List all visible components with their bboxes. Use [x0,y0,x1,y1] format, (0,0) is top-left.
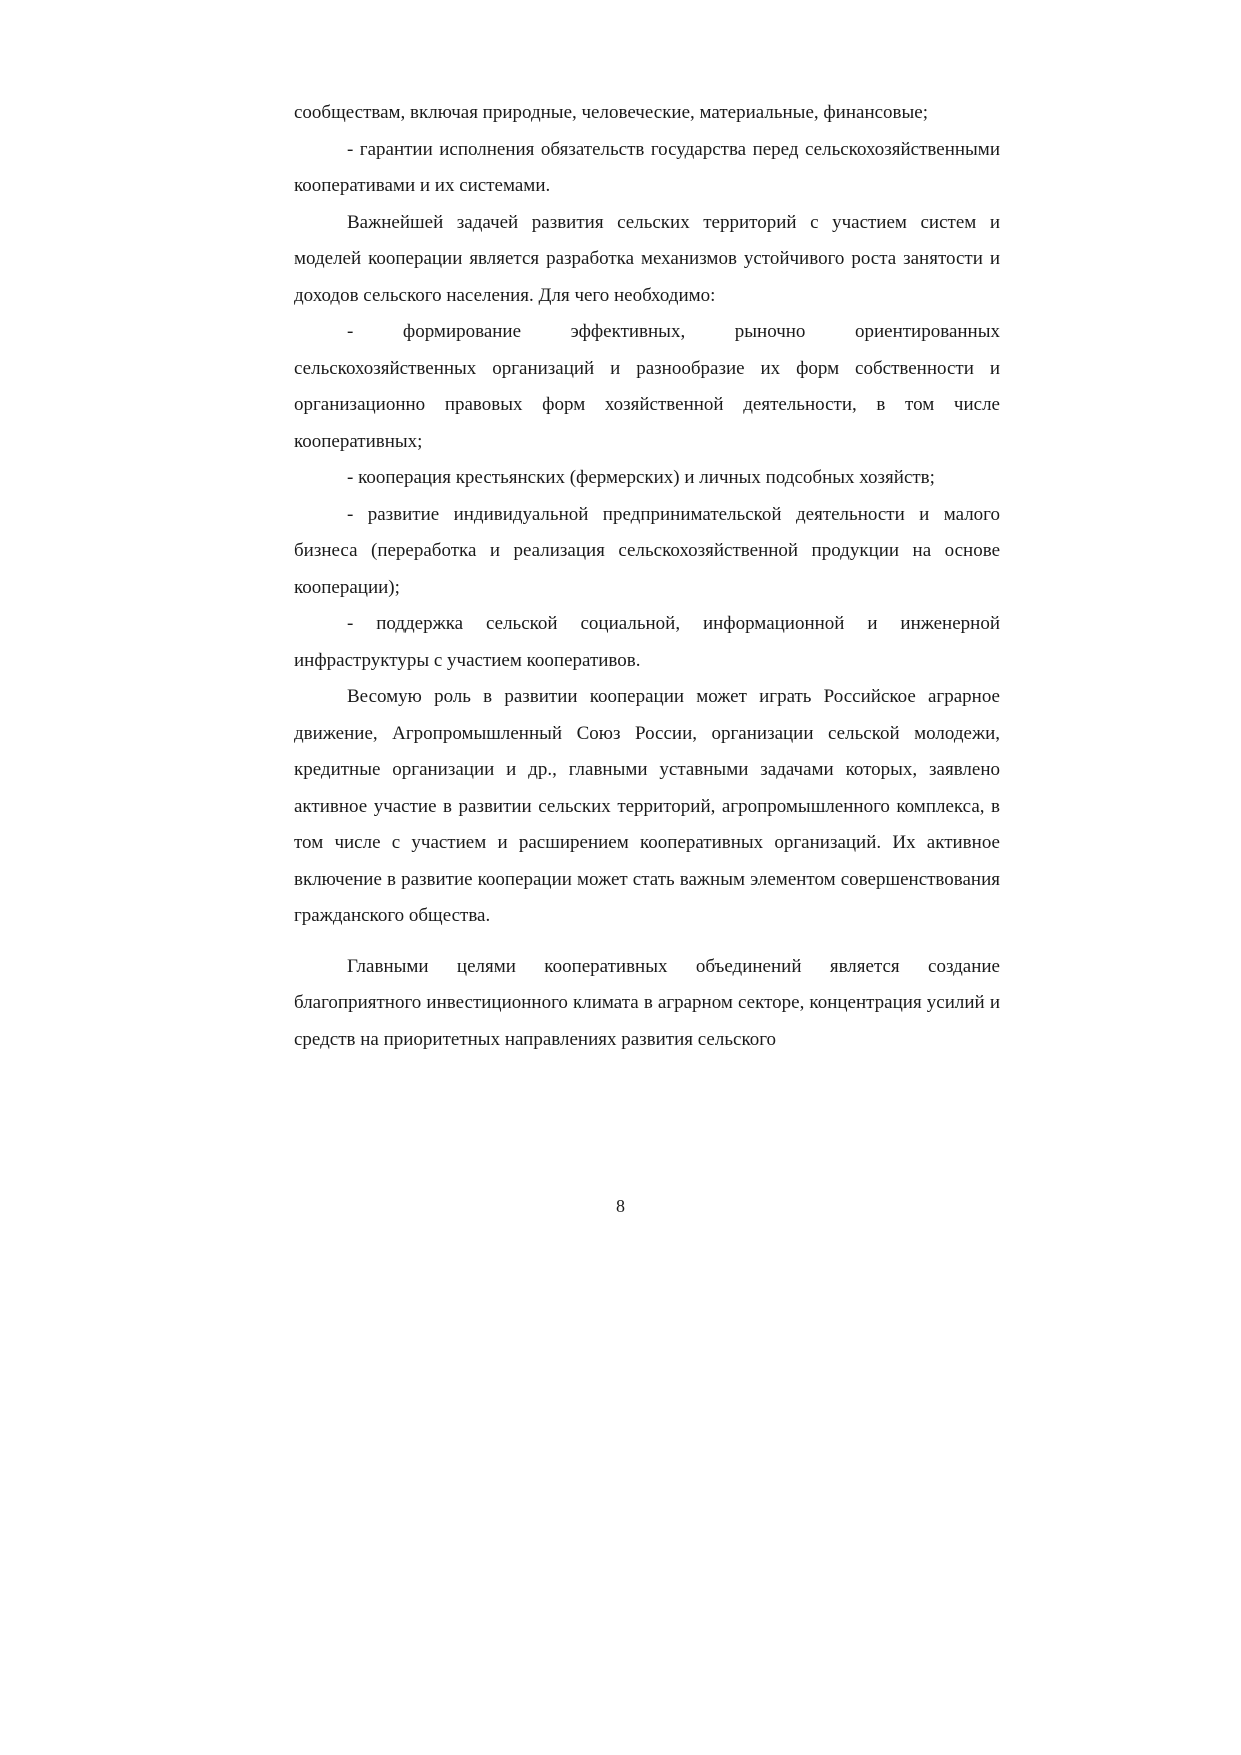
paragraph-main-task: Важнейшей задачей развития сельских территорий с участием систем и моделей кооперации является разработка механизмов устойчивого роста занятости и доходов сельского населения. Для чего необходимо: [294,211,1000,306]
list-item-formation: - формирование эффективных, рыночно ориентированных сельскохозяйственных организаций и разнообразие их форм собственности и организационно правовых форм хозяйственной деятельности, в том числе кооперативных; [294,321,1000,452]
list-item-infrastructure: - поддержка сельской социальной, информационной и инженерной инфраструктуры с участием кооперативов. [294,613,1000,671]
paragraph-main-goals: Главными целями кооперативных объединений является создание благоприятного инвестиционного климата в аграрном секторе, концентрация усилий и средств на приоритетных направлениях развития сельского [294,955,1000,1050]
list-item-guarantees: - гарантии исполнения обязательств государства перед сельскохозяйственными кооперативами и их системами. [294,138,1000,196]
page-number: 8 [616,1196,625,1216]
list-item-entrepreneurship: - развитие индивидуальной предпринимательской деятельности и малого бизнеса (переработка и реализация сельскохозяйственной продукции на основе кооперации); [294,503,1000,598]
list-item-cooperation: - кооперация крестьянских (фермерских) и личных подсобных хозяйств; [347,467,935,488]
paragraph-agrarian-movement: Весомую роль в развитии кооперации может играть Российское аграрное движение, Агропромышленный Союз России, организации сельской молодежи, кредитные организации и др., главными уставными задачами которых, заявлено активное участие в развитии сельских территорий, агропромышленного комплекса, в том числе с участием и расширением кооперативных организаций. Их активное включение в развитие кооперации может стать важным элементом совершенствования гражданского общества. [294,686,1000,926]
body-text [294,95,1000,1058]
paragraph-continuation: сообществам, включая природные, человеческие, материальные, финансовые; [294,102,929,123]
